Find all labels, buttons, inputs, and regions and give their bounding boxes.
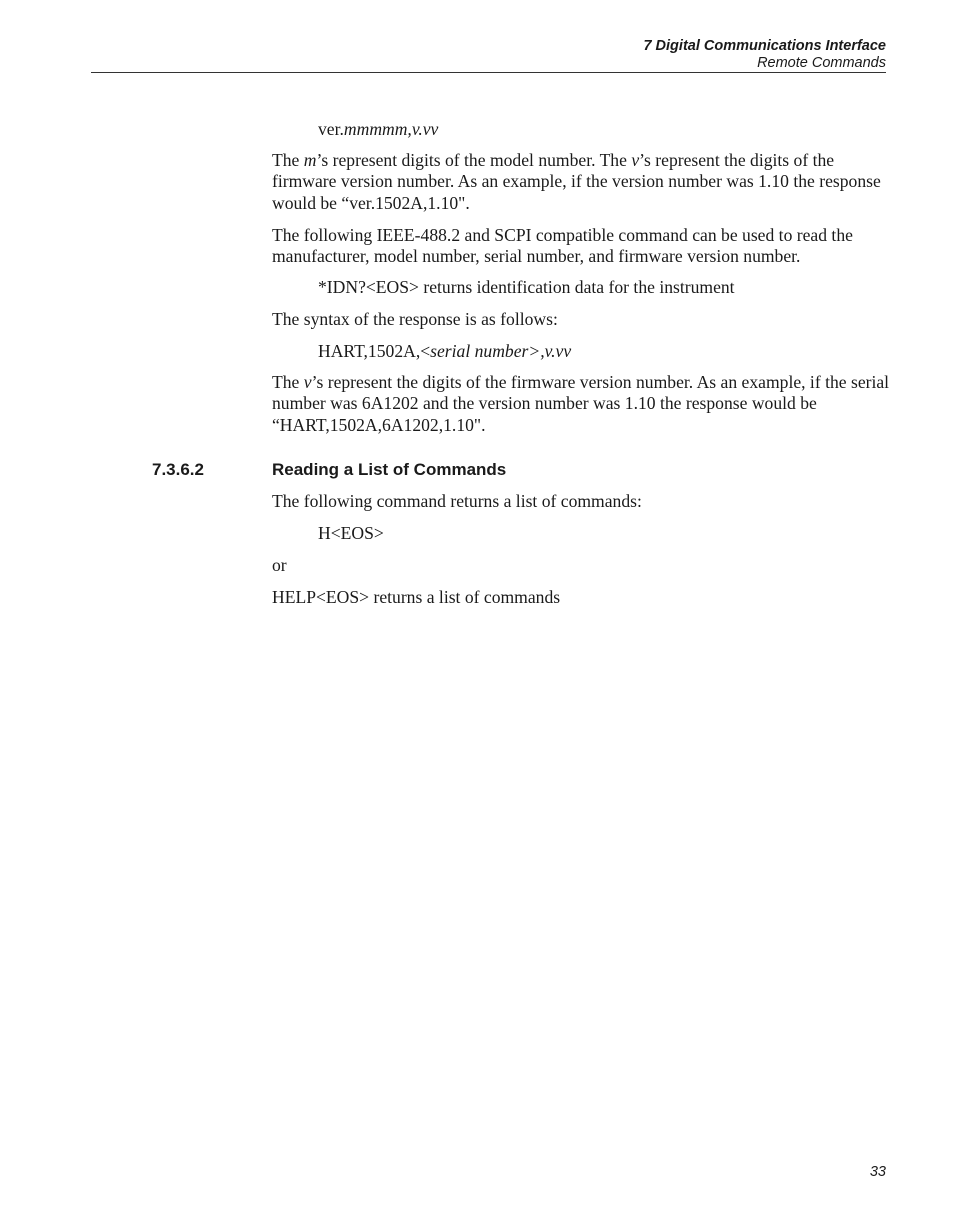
paragraph-model-digits <box>272 150 892 214</box>
paragraph-idn-intro: The following IEEE-488.2 and SCPI compatible command can be used to read the manufacturer, model number, serial number, and firmware version number. <box>272 225 853 267</box>
chapter-title: 7 Digital Communications Interface <box>643 38 886 54</box>
section-number: 7.3.6.2 <box>152 460 204 479</box>
help-command: HELP<EOS> returns a list of commands <box>272 587 561 607</box>
idn-command: *IDN?<EOS> returns identification data for the instrument <box>318 277 735 297</box>
paragraph-firmware-example <box>272 372 892 436</box>
text-run-italic: serial number>,v.vv <box>430 341 572 361</box>
version-response-format <box>318 119 938 140</box>
page-number: 33 <box>869 1164 886 1180</box>
text-run: The <box>272 372 304 392</box>
text-run: ’s represent the digits of the firmware version number. As an example, if the serial number was 6A1202 and the version number was 1.10 the response would be “HART,1502A,6A1202,1.10". <box>272 372 890 435</box>
text-run-italic: m <box>303 150 317 170</box>
ver-prefix: ver. <box>318 119 344 139</box>
text-run: HART,1502A,< <box>318 341 431 361</box>
paragraph-syntax: The syntax of the response is as follows: <box>272 309 558 329</box>
page-header <box>643 38 886 72</box>
section-heading: Reading a List of Commands <box>272 460 507 479</box>
or-text: or <box>272 555 287 575</box>
h-command: H<EOS> <box>318 523 384 543</box>
text-run: ’s represent the digits of the firmware version number. As an example, if the version number was 1.10 the response would be “ver.1502A,1.10". <box>272 150 881 213</box>
paragraph-list-commands: The following command returns a list of commands: <box>272 491 642 511</box>
ver-format: mmmmm,v.vv <box>343 119 439 139</box>
text-run: The <box>272 150 304 170</box>
header-divider <box>91 72 886 73</box>
text-run-italic: v <box>303 372 312 392</box>
text-run-italic: v <box>631 150 640 170</box>
hart-response-format <box>318 341 938 362</box>
text-run: ’s represent digits of the model number. The <box>316 150 632 170</box>
section-title-header: Remote Commands <box>757 55 886 71</box>
